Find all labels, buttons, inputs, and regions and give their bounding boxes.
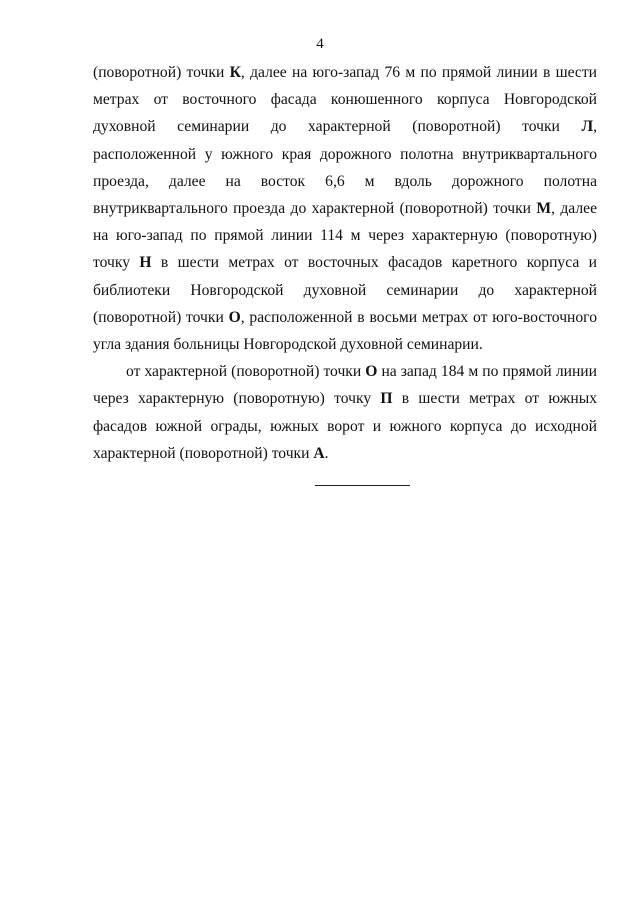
paragraph [93, 59, 597, 358]
text-run: , расположенной у южного края дорожного полотна внутриквартального проезда, далее на восток 6,6 м вдоль дорожного полотна внутриквартального проезда до характерной (поворотной) точки [93, 118, 597, 218]
point-label: Н [139, 254, 152, 272]
point-label: К [229, 64, 241, 81]
paragraph [93, 358, 597, 467]
point-label: А [313, 444, 325, 462]
text-run: от характерной (поворотной) точки [126, 363, 366, 381]
text-run: . [324, 444, 329, 462]
document-body [93, 59, 597, 467]
text-run: на запад 184 м по прямой линии через характерную (поворотную) точку [93, 363, 597, 408]
point-label: О [228, 308, 241, 326]
text-run: , далее на юго-запад 76 м по прямой линии в шести метрах от восточного фасада конюшенного корпуса Новгородской духовной семинарии до характерной (поворотной) точки [93, 64, 597, 136]
point-label: М [536, 200, 552, 218]
closing-rule [315, 485, 410, 486]
text-run: , далее на юго-запад по прямой линии 114 м через характерную (поворотную) точку [93, 200, 597, 272]
page-number: 4 [316, 36, 324, 52]
text-run: , расположенной в восьми метрах от юго-восточного угла здания больницы Новгородской духовной семинарии. [93, 308, 597, 354]
text-run: в шести метрах от восточных фасадов каретного корпуса и библиотеки Новгородской духовной семинарии до характерной (поворотной) точки [93, 254, 597, 326]
text-run: в шести метрах от южных фасадов южной ограды, южных ворот и южного корпуса до исходной характерной (поворотной) точки [93, 390, 597, 462]
point-label: Л [581, 118, 594, 136]
point-label: О [365, 363, 378, 381]
point-label: П [380, 390, 393, 408]
text-run: (поворотной) точки [93, 64, 230, 81]
